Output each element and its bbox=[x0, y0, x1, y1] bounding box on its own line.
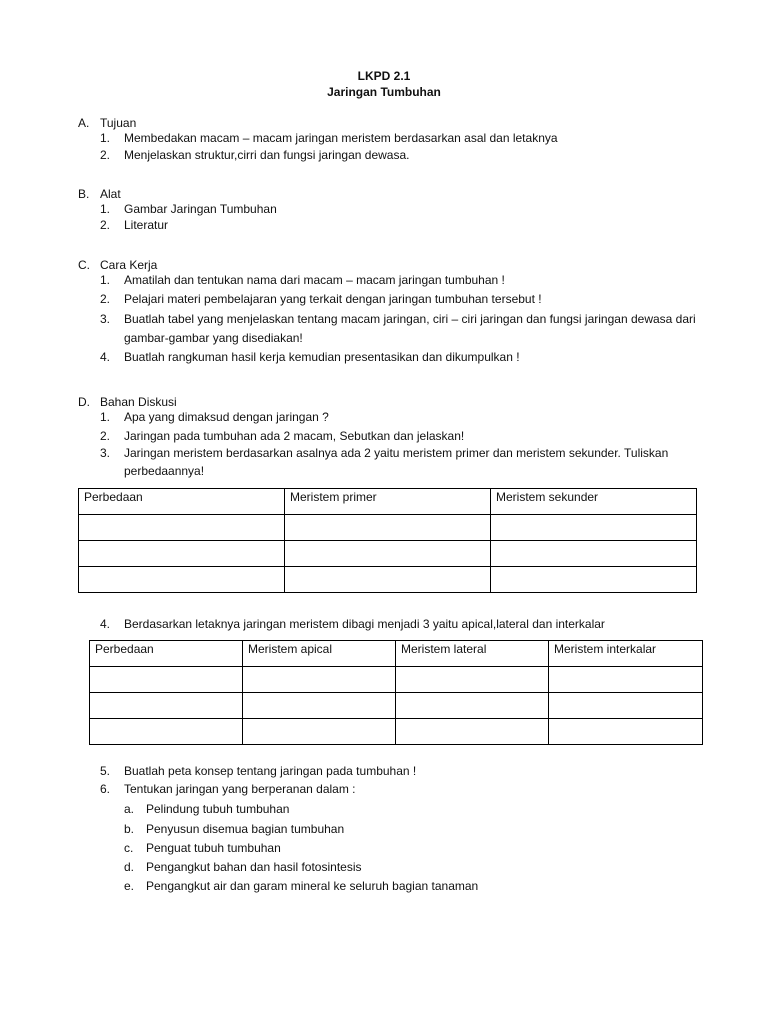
table-row bbox=[90, 667, 703, 693]
sublist-label: a. bbox=[124, 802, 135, 816]
section-c-letter: C. bbox=[78, 258, 90, 272]
table-cell bbox=[491, 567, 697, 593]
table-cell bbox=[549, 667, 703, 693]
list-number: 1. bbox=[100, 131, 111, 145]
list-number: 4. bbox=[100, 350, 111, 364]
table-row bbox=[90, 719, 703, 745]
table-cell bbox=[549, 719, 703, 745]
list-item: Amatilah dan tentukan nama dari macam – macam jaringan tumbuhan ! bbox=[124, 273, 505, 287]
list-item: Buatlah rangkuman hasil kerja kemudian presentasikan dan dikumpulkan ! bbox=[124, 350, 520, 364]
list-number: 1. bbox=[100, 410, 111, 424]
list-number: 3. bbox=[100, 312, 111, 326]
sublist-label: b. bbox=[124, 822, 135, 836]
table-header-row bbox=[79, 489, 697, 515]
list-item: Buatlah tabel yang menjelaskan tentang macam jaringan, ciri – ciri jaringan dan fungsi jaringan dewasa dari bbox=[124, 312, 696, 326]
list-number: 1. bbox=[100, 202, 111, 216]
table-cell bbox=[243, 693, 396, 719]
table-cell bbox=[491, 515, 697, 541]
table-header-cell: Meristem primer bbox=[285, 489, 491, 515]
section-c-heading: Cara Kerja bbox=[100, 258, 158, 272]
table-cell bbox=[285, 567, 491, 593]
list-item: Membedakan macam – macam jaringan meristem berdasarkan asal dan letaknya bbox=[124, 131, 558, 145]
table-cell bbox=[549, 693, 703, 719]
table-cell bbox=[243, 719, 396, 745]
list-number: 1. bbox=[100, 273, 111, 287]
sublist-label: c. bbox=[124, 841, 134, 855]
table-cell bbox=[90, 719, 243, 745]
list-number: 4. bbox=[100, 617, 111, 631]
list-item: Pelajari materi pembelajaran yang terkait dengan jaringan tumbuhan tersebut ! bbox=[124, 292, 542, 306]
table-cell bbox=[396, 667, 549, 693]
list-item: Menjelaskan struktur,cirri dan fungsi jaringan dewasa. bbox=[124, 148, 410, 162]
table-header-row bbox=[90, 641, 703, 667]
section-a-letter: A. bbox=[78, 116, 90, 130]
meristem-origin-table bbox=[78, 488, 697, 593]
list-number: 6. bbox=[100, 782, 111, 796]
sublist-label: d. bbox=[124, 860, 135, 874]
table-header-cell: Perbedaan bbox=[90, 641, 243, 667]
section-b-heading: Alat bbox=[100, 187, 121, 201]
sublist-item: Pelindung tubuh tumbuhan bbox=[146, 802, 290, 816]
sublist-label: e. bbox=[124, 879, 135, 893]
table-header-cell: Perbedaan bbox=[79, 489, 285, 515]
table-header-cell: Meristem sekunder bbox=[491, 489, 697, 515]
document-title: LKPD 2.1 bbox=[357, 69, 411, 83]
sublist-item: Pengangkut air dan garam mineral ke seluruh bagian tanaman bbox=[146, 879, 479, 893]
list-item: Jaringan meristem berdasarkan asalnya ada 2 yaitu meristem primer dan meristem sekunder. Tuliskan bbox=[124, 446, 669, 460]
sublist-item: Pengangkut bahan dan hasil fotosintesis bbox=[146, 860, 362, 874]
meristem-position-table bbox=[89, 640, 703, 745]
table-header-cell: Meristem lateral bbox=[396, 641, 549, 667]
list-item: Berdasarkan letaknya jaringan meristem dibagi menjadi 3 yaitu apical,lateral dan interkalar bbox=[124, 617, 605, 631]
list-number: 3. bbox=[100, 446, 111, 460]
list-item: Gambar Jaringan Tumbuhan bbox=[124, 202, 277, 216]
sublist-item: Penyusun disemua bagian tumbuhan bbox=[146, 822, 345, 836]
list-item: Jaringan pada tumbuhan ada 2 macam, Sebutkan dan jelaskan! bbox=[124, 429, 465, 443]
table-row bbox=[79, 541, 697, 567]
table-cell bbox=[396, 693, 549, 719]
table-cell bbox=[285, 541, 491, 567]
list-number: 5. bbox=[100, 764, 111, 778]
list-number: 2. bbox=[100, 148, 111, 162]
table-cell bbox=[79, 567, 285, 593]
table-row bbox=[90, 693, 703, 719]
table-cell bbox=[491, 541, 697, 567]
list-item-continuation: gambar-gambar yang disediakan! bbox=[124, 331, 303, 345]
list-item: Literatur bbox=[124, 218, 169, 232]
list-item: Apa yang dimaksud dengan jaringan ? bbox=[124, 410, 329, 424]
list-item: Buatlah peta konsep tentang jaringan pada tumbuhan ! bbox=[124, 764, 417, 778]
table-row bbox=[79, 515, 697, 541]
table-row bbox=[79, 567, 697, 593]
list-number: 2. bbox=[100, 292, 111, 306]
table-header-cell: Meristem apical bbox=[243, 641, 396, 667]
section-d-heading: Bahan Diskusi bbox=[100, 395, 177, 409]
table-cell bbox=[90, 667, 243, 693]
section-a-heading: Tujuan bbox=[100, 116, 137, 130]
table-cell bbox=[243, 667, 396, 693]
list-item-continuation: perbedaannya! bbox=[124, 464, 205, 478]
section-b-letter: B. bbox=[78, 187, 90, 201]
table-cell bbox=[79, 515, 285, 541]
table-cell bbox=[285, 515, 491, 541]
list-item: Tentukan jaringan yang berperanan dalam : bbox=[124, 782, 356, 796]
list-number: 2. bbox=[100, 218, 111, 232]
section-d-letter: D. bbox=[78, 395, 90, 409]
table-header-cell: Meristem interkalar bbox=[549, 641, 703, 667]
sublist-item: Penguat tubuh tumbuhan bbox=[146, 841, 281, 855]
document-subtitle: Jaringan Tumbuhan bbox=[327, 85, 441, 99]
table-cell bbox=[79, 541, 285, 567]
table-cell bbox=[90, 693, 243, 719]
list-number: 2. bbox=[100, 429, 111, 443]
table-cell bbox=[396, 719, 549, 745]
